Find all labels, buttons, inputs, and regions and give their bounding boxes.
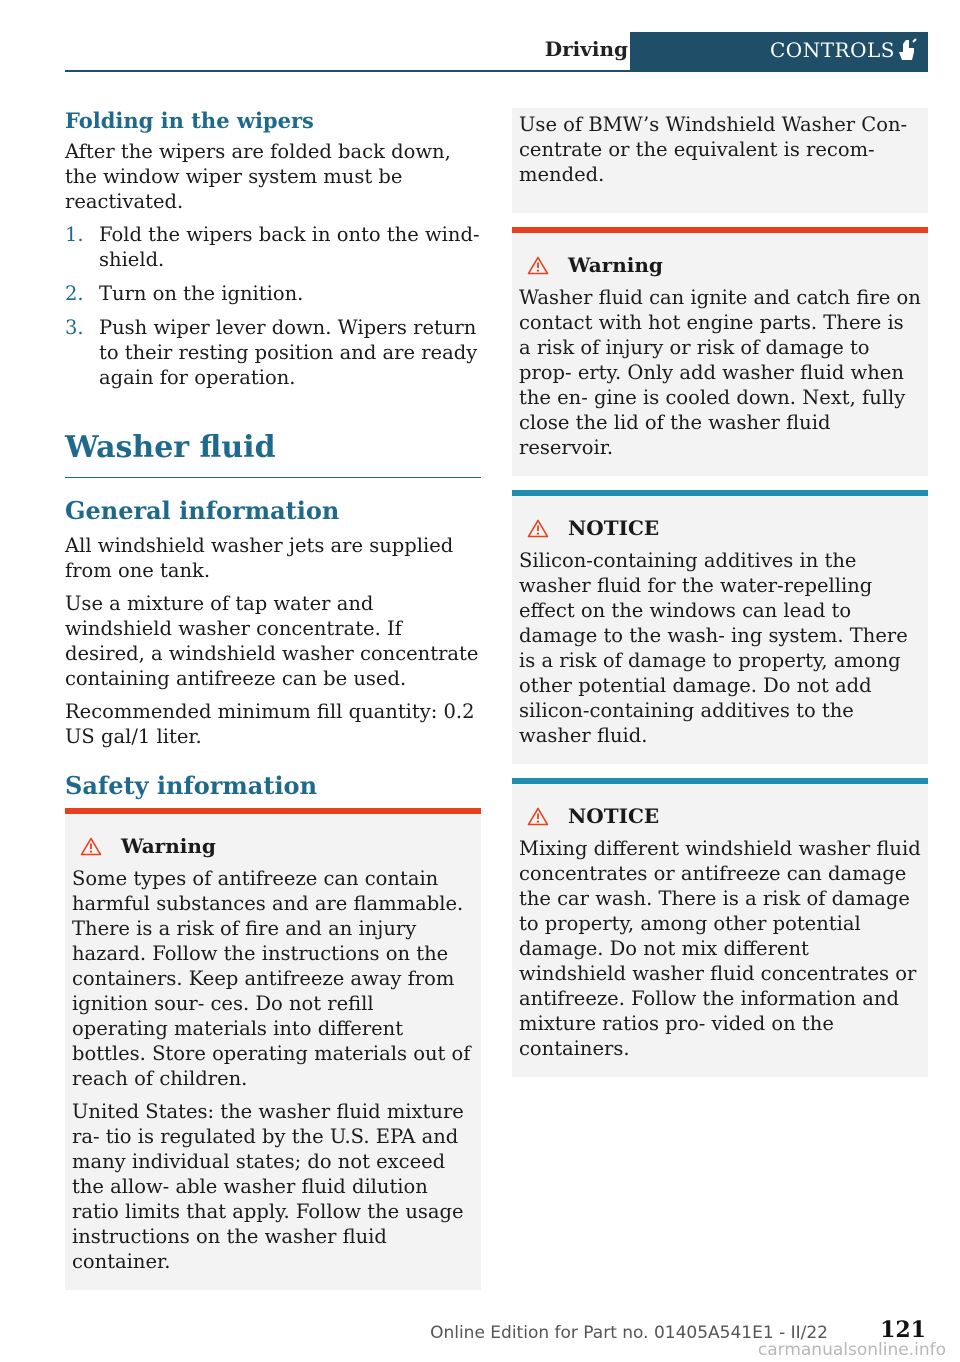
step-number: 1.	[65, 223, 84, 246]
page-number: 121	[880, 1317, 926, 1343]
notice-text: Silicon-containing additives in the washer fluid for the water-repelling effect on the windows can lead to damage to the wash‐ ing system. There is a risk of damage to property, among other potential damage. Do not add silicon-containing additives to the washer fluid.	[519, 549, 908, 747]
warning-text: Some types of antifreeze can contain harmful substances and are flammable. There is a risk of fire and an injury hazard. Follow the instructions on the containers. Keep antifreeze away from ignition sour‐ ces. Do not refill operating materials into different bottles. Store operating materials out of reach of children.	[72, 867, 471, 1090]
notice-text: Mixing different windshield washer fluid concentrates or antifreeze can damage the car wash. There is a risk of damage to property, among other potential damage. Do not mix different windshield washer fluid concentrates or antifreeze. Follow the information and mixture ratios pro‐ vided on the containers.	[519, 837, 921, 1060]
edition-note: Online Edition for Part no. 01405A541E1 - II/22	[430, 1323, 828, 1343]
header-chapter-tab	[630, 32, 928, 70]
continued-text: Use of BMW’s Windshield Washer Con‐ centrate or the equivalent is recom‐ mended.	[519, 113, 908, 186]
warning-triangle-icon	[527, 807, 549, 826]
warning-label: Warning	[121, 834, 216, 858]
fill-quantity-paragraph: Recommended minimum fill quantity: 0.2 US gal/1 liter.	[65, 700, 475, 748]
folding-intro: After the wipers are folded back down, the window wiper system must be reactivated.	[65, 140, 451, 213]
step-text: Fold the wipers back in onto the wind‐ shield.	[99, 223, 480, 271]
warning-triangle-icon	[80, 837, 102, 856]
left-column	[65, 108, 481, 1290]
folding-heading: Folding in the wipers	[65, 108, 314, 133]
folding-steps	[65, 222, 481, 390]
header-section-label: Driving	[544, 37, 628, 61]
list-item	[65, 281, 481, 306]
warning-triangle-icon	[527, 256, 549, 275]
warning-text: Washer fluid can ignite and catch fire on contact with hot engine parts. There is a risk of injury or risk of damage to prop‐ erty. Only add washer fluid when the en‐ gine is cooled down. Next, fully close the lid of the washer fluid reservoir.	[519, 286, 921, 459]
header-rule	[65, 70, 928, 72]
step-text: Turn on the ignition.	[99, 282, 304, 305]
list-item	[65, 315, 481, 390]
header-chapter-label: CONTROLS	[770, 38, 895, 62]
safety-information-heading: Safety information	[65, 771, 318, 800]
warning-box	[65, 808, 481, 1290]
notice-label: NOTICE	[568, 516, 660, 540]
general-information-heading: General information	[65, 496, 340, 525]
watermark: carmanualsonline.info	[757, 1340, 946, 1360]
step-number: 3.	[65, 316, 84, 339]
warning-box-title	[519, 253, 921, 277]
notice-box-title	[519, 516, 921, 540]
notice-box-title	[519, 804, 921, 828]
warning-text: United States: the washer fluid mixture ra‐ tio is regulated by the U.S. EPA and many individual states; do not exceed the allow‐ able washer fluid dilution ratio limits that apply. Follow the usage instructions on the washer fluid container.	[72, 1100, 464, 1273]
notice-label: NOTICE	[568, 804, 660, 828]
right-column	[512, 108, 928, 1077]
notice-box	[512, 778, 928, 1077]
warning-box-title	[72, 834, 474, 858]
list-item	[65, 222, 481, 272]
warning-triangle-icon	[527, 519, 549, 538]
washer-fluid-heading: Washer fluid	[65, 430, 276, 465]
step-text: Push wiper lever down. Wipers return to their resting position and are ready again for operation.	[99, 316, 478, 389]
general-paragraph: All windshield washer jets are supplied from one tank.	[65, 534, 454, 582]
warning-box	[512, 227, 928, 476]
notice-box	[512, 490, 928, 764]
warning-label: Warning	[568, 253, 663, 277]
continued-box	[512, 108, 928, 213]
general-paragraph: Use a mixture of tap water and windshield washer concentrate. If desired, a windshield washer concentrate containing antifreeze can be used.	[65, 592, 479, 690]
steering-hand-icon	[894, 38, 918, 64]
page-header	[65, 32, 928, 72]
step-number: 2.	[65, 282, 84, 305]
section-rule	[65, 477, 481, 478]
